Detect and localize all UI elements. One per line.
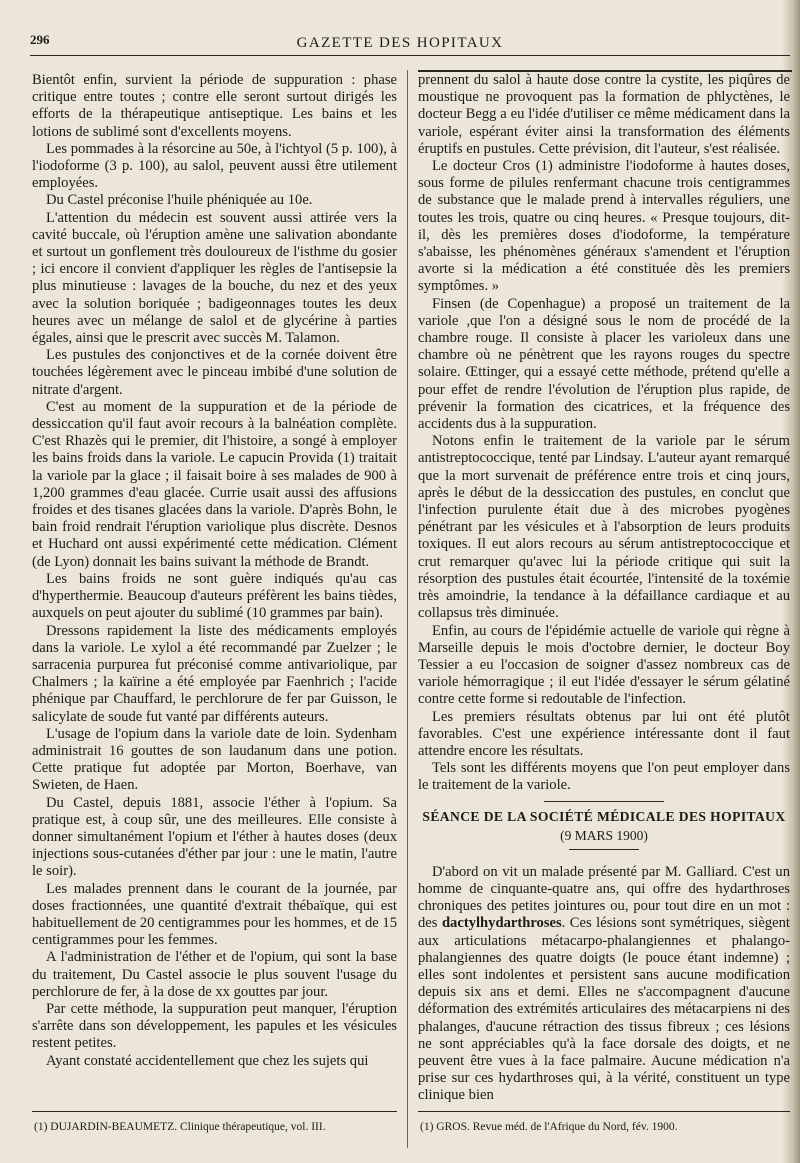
paragraph: Finsen (de Copenhague) a proposé un traitement de la variole ,que l'on a désigné sous le nom de procédé de la chambre rouge. Il consiste à placer les varioleux dans une chambre où ne pénètrent que les rayons rouges du spectre solaire. Œttinger, qui a essayé cette méthode, prétend qu'elle a pour effet de rendre l'évolution de l'éruption plus rapide, de prévenir la formation des cicatrices, et la fréquence des accidents dus à la suppuration. [418,295,790,433]
paragraph: Par cette méthode, la suppuration peut manquer, l'éruption s'arrête dans son développement, les papules et les vésicules restent petites. [32,1000,397,1052]
paragraph: Ayant constaté accidentellement que chez les sujets qui [46,1052,369,1069]
section-separator [544,801,664,802]
right-column [418,72,790,1105]
paragraph: Dressons rapidement la liste des médicaments employés dans la variole. Le xylol a été recommandé par Zuelzer ; le sarracenia purpurea fut préconisé comme antivariolique, par Chalmers ; la kaïrine a été employée par Faenhrich ; l'acide phénique par Chauffard, le perchlorure de fer par Guisson, le salicylate de soude fut vanté par différents auteurs. [32,622,397,725]
left-column [32,72,397,1070]
paragraph: Enfin, au cours de l'épidémie actuelle de variole qui règne à Marseille depuis le mois d'octobre dernier, le docteur Boy Tessier a eu l'occasion de soigner d'assez nombreux cas de variole hémorragique ; il eut l'idée d'essayer le sérum gélatiné contre cette forme si redoutable de l'infection. [418,622,790,708]
paragraph: L'attention du médecin est souvent aussi attirée vers la cavité buccale, où l'éruption amène une salivation abondante et surtout un gonflement très douloureux de l'isthme du gosier ; ici encore il convient d'appliquer les règles de l'antisepsie la plus minutieuse : lavages de la bouche, du nez et des yeux avec la solution boriquée ; badigeonnages toutes les deux heures avec un mélange de salol et de glycérine à parties égales, ainsi que le prescrit avec succès M. Talamon. [32,209,397,347]
paragraph: Bientôt enfin, survient la période de suppuration : phase critique entre toutes ; contre elle seront surtout dirigés les efforts de la thérapeutique antiseptique. Les bains et les lotions de sublimé sont d'excellents moyens. [32,72,397,140]
bold-term: dactylhydarthroses [441,915,562,932]
footnote-left: (1) DUJARDIN-BEAUMETZ. Clinique thérapeutique, vol. III. [34,1121,326,1133]
paragraph: Les pommades à la résorcine au 50e, à l'ichtyol (5 p. 100), à l'iodoforme (3 p. 100), au salol, peuvent aussi être utilement employées. [32,140,397,192]
section-rule [569,849,639,850]
paragraph: Le docteur Cros (1) administre l'iodoforme à hautes doses, sous forme de pilules renfermant chacune trois centigrammes de substance que le malade prend à intervalles réguliers, une toutes les trois, quatre ou cinq heures. « Presque toujours, dit-il, dès les premières doses d'iodoforme, la température s'abaisse, les phénomènes généraux s'amendent et l'éruption avorte si la médication a été constituée dès les premiers symptômes. » [418,158,790,295]
paragraph: Du Castel, depuis 1881, associe l'éther à l'opium. Sa pratique est, à coup sûr, une des meilleures. Elle consiste à donner simultanément l'opium et l'éther à hautes doses (deux injections sous-cutanées d'éther par jour : une le matin, l'autre le soir). [32,794,397,880]
paragraph: Notons enfin le traitement de la variole par le sérum antistreptococcique, tenté par Lindsay. L'auteur ayant remarqué que la mort survenait de préférence entre trois et cinq jours, après le début de la dessiccation des pustules, en conclut que l'infection purulente était due à des microbes pyogènes pénétrant par les vésicules et à l'absorption de leurs produits toxiques. Il eut alors recours au sérum antistreptococcique et crut remarquer qu'avec lui la période critique qui suit la résorption des pustules était écourtée, l'intensité de la toxémie très amoindrie, la tendance à la défaillance cardiaque et au collapsus très diminuée. [418,433,790,622]
running-title: GAZETTE DES HOPITAUX [296,35,504,51]
paragraph: Les premiers résultats obtenus par lui ont été plutôt favorables. C'est une expérience intéressante dont il faut attendre encore les résultats. [418,708,790,759]
paragraph [418,864,790,1105]
page-number: 296 [30,32,50,47]
footnote-right: (1) GROS. Revue méd. de l'Afrique du Nord, fév. 1900. [420,1121,678,1133]
footnote-rule-right [418,1111,790,1112]
paragraph-rest: . Ces lésions sont symétriques, siègent aux articulations métacarpo-phalangiennes et phalango-phalangiennes des quatre doigts (le pouce étant indemne) ; elles sont indolentes et persistent sans aucune modification depuis six ans et demi. Elles ne s'accompagnent d'aucune déformation des extrémités articulaires des métacarpiens ni des phalanges, d'aucune rétraction des tissus fibreux ; ces lésions ne sont appréciables qu'à la face dorsale des doigts, et ne peuvent être vues à la face palmaire. Aucune médication n'a prise sur ces hydarthroses qui, à la vérité, constituent un type clinique bien [418,915,790,1104]
paragraph: Les pustules des conjonctives et de la cornée doivent être touchées légèrement avec le pinceau imbibé d'une solution de nitrate d'argent. [32,347,397,398]
header-rule [30,55,790,56]
section-title: SÉANCE DE LA SOCIÉTÉ MÉDICALE DES HOPITAUX [422,808,786,824]
footnote-rule-left [32,1111,397,1112]
paragraph: L'usage de l'opium dans la variole date de loin. Sydenham administrait 16 gouttes de son laudanum dans une potion. Cette pratique fut adoptée par Morton, Boerhave, van Swieten, de Haen. [32,725,397,794]
section-date: (9 MARS 1900) [560,827,648,843]
paragraph: Les malades prennent dans le courant de la journée, par doses fractionnées, une quantité d'extrait thébaïque, qui est habituellement de 20 centigrammes pour les hommes, et de 15 centigrammes pour les femmes. [32,880,397,949]
paragraph: A l'administration de l'éther et de l'opium, qui sont la base du traitement, Du Castel associe le plus souvent l'usage du perchlorure de fer, à la dose de xx gouttes par jour. [32,949,397,1000]
paragraph: Tels sont les différents moyens que l'on peut employer dans le traitement de la variole. [418,760,790,794]
paragraph: Du Castel préconise l'huile phéniquée au 10e. [46,192,313,209]
paragraph: Les bains froids ne sont guère indiqués qu'au cas d'hyperthermie. Beaucoup d'auteurs préfèrent les bains tièdes, auxquels on peut ajouter du sublimé (10 grammes par bain). [32,570,397,622]
column-divider [407,70,408,1148]
paragraph: C'est au moment de la suppuration et de la période de dessiccation qu'il faut avoir recours à la balnéation complète. C'est Rhazès qui le premier, dit l'histoire, a songé à employer les bains froids dans la variole. Le capucin Provida (1) traitait la variole par la glace ; il faisait boire à ses malades de 900 à 1,200 grammes d'eau glacée. Currie usait aussi des affusions froides et des tisanes glacées dans la variole. D'après Bohn, le bain froid rendrait l'éruption variolique plus discrète. Desnos et Huchard ont aussi expérimenté cette médication. Clément (de Lyon) donnait les bains suivant la méthode de Brandt. [32,398,397,570]
paragraph: prennent du salol à haute dose contre la cystite, les piqûres de moustique ne provoquent pas la formation de phlyctènes, le docteur Begg a eu l'idée d'utiliser ce même médicament dans la variole, espérant éviter ainsi la transformation des éléments éruptifs en pustules. Cette prévision, dit l'auteur, s'est réalisée. [418,72,790,157]
paragraph-lead: D'abord on vit un malade présenté par M. Galliard. C'est un homme de cinquante-quatre ans, qui offre des hydarthroses chroniques des petites jointures ou, pour tout dire en un mot : des [418,863,790,932]
